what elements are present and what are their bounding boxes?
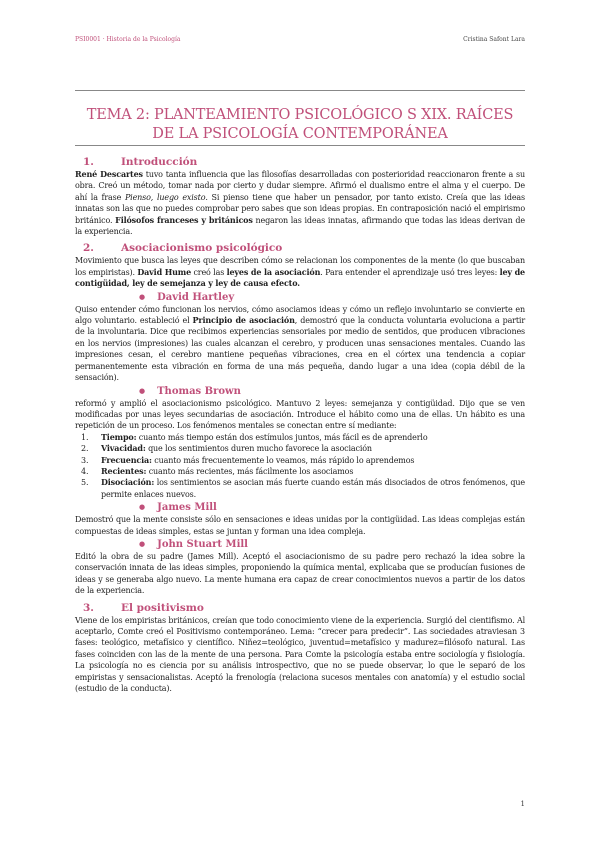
text-run: . Para entender el aprendizaje usó tres leyes: [320, 267, 500, 277]
paragraph-james-mill [75, 514, 525, 537]
bold-text: ley de contigüidad, ley de semejanza y ley de causa efecto. [75, 266, 525, 289]
italic-text: Pienso, luego existo [124, 192, 206, 202]
section-number: 2. [83, 242, 94, 255]
section-title: Introducción [121, 156, 198, 168]
subheading-thomas-brown [75, 384, 525, 398]
section-heading-asociacionismo [75, 241, 525, 255]
section-number: 3. [83, 601, 94, 614]
text-run: Viene de los empiristas británicos, creían que todo conocimiento viene de la experiencia. Surgió del cientifismo. Al aceptarlo, Comte creó el Positivismo contemporáneo. Lema: “crecer para predecir”. Las sociedades atraviesan 3 fases: teológico, metafísico y científico. Niñez=teológico, juventud=metafísico y madurez=filósofo natural. Las fases coinciden con las de la mente de una persona. Para Comte la psicología estaba entre sociología y fisiología. La psicología no es ciencia por su análisis introspectivo, que no se puede observar, lo que le separó de los empiristas y sensacionalistas. Aceptó la frenología (relaciona sucesos mentales con anatomía) y el estudio social (estudio de la conducta). [75, 615, 525, 694]
section-number: 1. [83, 156, 94, 168]
list-item [75, 432, 525, 443]
text-run: tuvo tanta influencia que las filosofías desarrolladas con posterioridad reaccionaron frente a su obra. Creó un método, tomar nada por cierto y dudar siempre. Afirmó el dualismo entre el alma y el cuerpo. De ahí la frase [75, 170, 525, 202]
page-title: TEMA 2: PLANTEAMIENTO PSICOLÓGICO S XIX. RAÍCES DE LA PSICOLOGÍA CONTEMPORÁNEA [86, 106, 514, 142]
list-number: 4. [81, 466, 89, 476]
subheading-text: James Mill [157, 502, 217, 514]
paragraph-positivismo [75, 615, 525, 695]
page-number: 1 [520, 800, 525, 808]
list-number: 2. [81, 444, 89, 454]
paragraph-hartley [75, 304, 525, 384]
text-run: Movimiento que busca las leyes que describen cómo se relacionan los componentes de la mente (lo que buscaban los empiristas). [75, 256, 525, 277]
text-run: Quiso entender cómo funcionan los nervios, cómo asociamos ideas y cómo un reflejo involuntario se convierte en algo voluntario. estableció el [75, 304, 525, 326]
list-term: Frecuencia: [101, 454, 152, 465]
bold-text: David Hume [137, 266, 192, 277]
bold-text: René Descartes [75, 169, 143, 179]
list-text: cuanto más recientes, más fácilmente los asociamos [146, 466, 354, 476]
list-item [75, 477, 525, 500]
list-number: 1. [81, 432, 89, 442]
list-item [75, 455, 525, 466]
list-text: los sentimientos se asocian más fuerte cuando están más disociados de otros fenómenos, que permite enlaces nuevos. [101, 478, 525, 499]
list-term: Disociación: [101, 477, 155, 488]
bold-text: Principio de asociación [192, 315, 295, 326]
subheading-text: John Stuart Mill [157, 538, 248, 550]
paragraph-introduccion [75, 169, 525, 237]
paragraph-brown [75, 398, 525, 432]
text-run: Editó la obra de su padre (James Mill). Aceptó el asociacionismo de su padre pero rechazó la idea sobre la conservación innata de las ideas simples, proponiendo la química mental, explicaba que se producían fusiones de ideas y se generaba algo nuevo. La mente humana era capaz de crear conocimientos nuevos a partir de los datos de la experiencia. [75, 551, 525, 596]
bullet-icon: ● [139, 538, 146, 548]
text-run: negaron las ideas innatas, afirmando que todas las ideas derivan de la experiencia. [75, 215, 525, 237]
list-number: 5. [81, 478, 89, 488]
list-text: cuanto más frecuentemente lo veamos, más rápido lo aprendemos [151, 455, 415, 465]
list-term: Tiempo: [101, 431, 137, 442]
text-run: creó las [191, 267, 227, 277]
paragraph-asociacionismo [75, 255, 525, 289]
subheading-text: David Hartley [157, 291, 235, 303]
list-text: que los sentimientos duren mucho favorece la asociación [145, 444, 372, 454]
text-run: . Si pienso tiene que haber un pensador, por tanto existo. Creía que las ideas innatas son las que no puedes comprobar pero sabes que son ideas propias. En contraposición nació el empirismo británico. [75, 192, 525, 225]
bold-text: leyes de la asociación [226, 266, 321, 277]
section-heading-introduccion [75, 155, 525, 169]
bullet-icon: ● [139, 385, 146, 395]
title-rule-bottom [75, 145, 525, 146]
subheading-david-hartley [75, 290, 525, 304]
bullet-icon: ● [139, 291, 146, 301]
laws-list [75, 432, 525, 500]
document-body [75, 155, 525, 694]
list-term: Recientes: [101, 465, 147, 476]
section-title: Asociacionismo psicológico [121, 242, 283, 255]
subheading-john-stuart-mill [75, 537, 525, 551]
text-run: , demostró que la conducta voluntaria evoluciona a partir de la involuntaria. Dice que recibimos experiencias sensoriales por medio de sentidos, que producen vibraciones en los nervios (impresiones) las cuales alcanzan el cerebro, y producen unas sensaciones mentales. Cuando las impresiones cesan, el cerebro mantiene pequeñas vibraciones, crea en el córtex una tendencia a copiar permanentemente esta vibración en forma de una más pequeña, dando lugar a una idea (copia débil de la sensación). [75, 316, 526, 383]
bullet-icon: ● [139, 502, 146, 512]
text-run: reformó y amplió el asociacionismo psicológico. Mantuvo 2 leyes: semejanza y contigüidad. Dijo que se ven modificadas por unas leyes secundarias de asociación. Introduce el hábito como una de ellas. Un hábito es una repetición de un proceso. Los fenómenos mentales se conectan entre sí mediante: [75, 398, 525, 431]
paragraph-john-stuart-mill [75, 551, 525, 597]
running-header-right: Cristina Safont Lara [463, 36, 525, 43]
title-rule-top [75, 90, 525, 91]
bold-text: Filósofos franceses y británicos [115, 214, 253, 225]
list-item [75, 443, 525, 454]
section-heading-positivismo [75, 601, 525, 615]
section-title: El positivismo [121, 601, 204, 614]
list-text: cuanto más tiempo están dos estímulos juntos, más fácil es de aprenderlo [136, 432, 428, 442]
subheading-james-mill [75, 500, 525, 514]
subheading-text: Thomas Brown [157, 385, 241, 397]
list-number: 3. [81, 455, 89, 465]
running-header-left: PSI0001 · Historia de la Psicología [75, 36, 181, 43]
text-run: Demostró que la mente consiste sólo en sensaciones e ideas unidas por la contigüidad. Las ideas complejas están compuestas de ideas simples, estas se juntan y forman una idea compleja. [75, 515, 525, 536]
list-item [75, 466, 525, 477]
list-term: Vivacidad: [101, 443, 146, 454]
